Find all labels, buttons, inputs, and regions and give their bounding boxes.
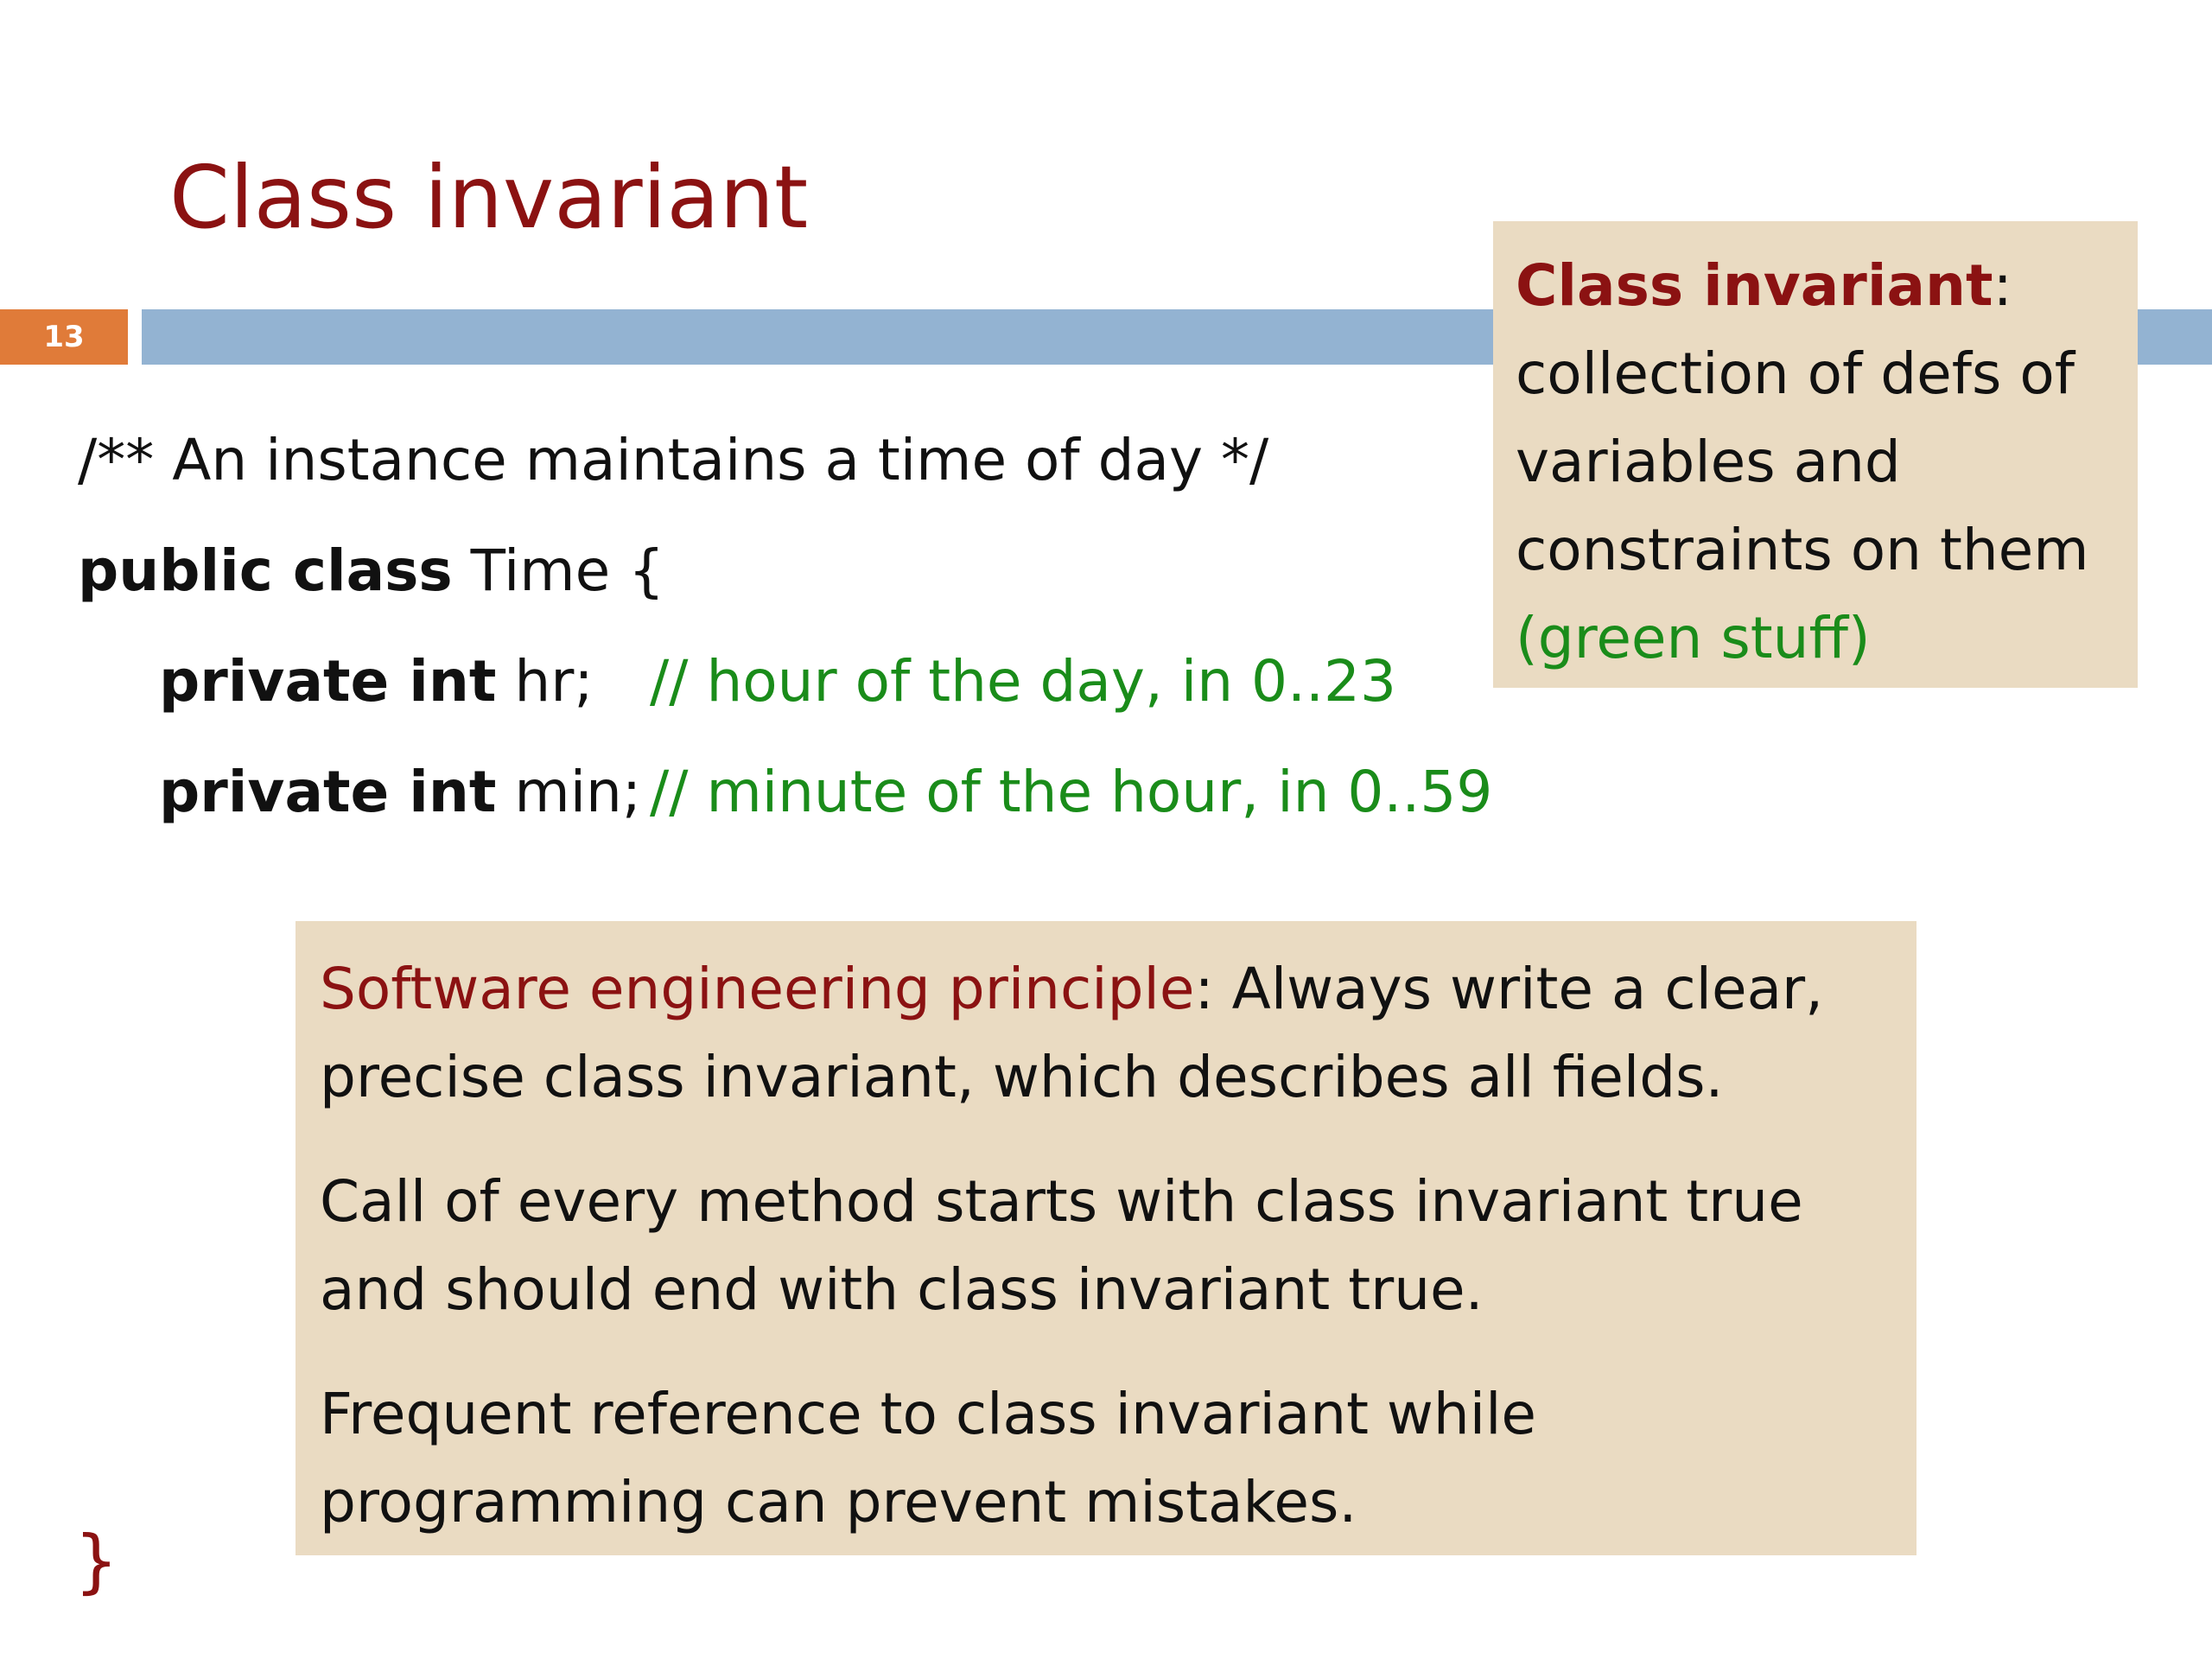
- class-invariant-note: [1493, 221, 2138, 688]
- principle-paragraph-1: [320, 945, 1892, 1122]
- note-heading-colon: :: [1993, 252, 2012, 319]
- slide-number: 13: [0, 309, 128, 365]
- code-field-min-name: min;: [496, 759, 642, 825]
- principle-paragraph-2: Call of every method starts with class invariant true and should end with class invariant true.: [320, 1168, 1803, 1323]
- code-class-keyword: public class: [78, 537, 453, 604]
- code-field-min: [159, 759, 1493, 825]
- code-class-declaration: [78, 537, 664, 604]
- note-heading-line: [1516, 242, 2115, 330]
- code-closing-brace: }: [74, 1521, 118, 1601]
- slide-title: Class invariant: [169, 147, 809, 248]
- code-field-hr-name: hr;: [496, 648, 594, 715]
- principle-label: Software engineering principle: [320, 956, 1195, 1022]
- principle-box: [296, 921, 1916, 1555]
- code-class-name: Time {: [452, 537, 665, 604]
- code-doc-comment: /** An instance maintains a time of day */: [78, 427, 1269, 493]
- code-field-hr-keyword: private int: [159, 648, 497, 715]
- code-field-hr-comment: // hour of the day, in 0..23: [650, 648, 1396, 715]
- principle-paragraph-3: Frequent reference to class invariant while programming can prevent mistakes.: [320, 1381, 1537, 1535]
- code-field-min-comment: // minute of the hour, in 0..59: [650, 759, 1493, 825]
- note-green-stuff: (green stuff): [1516, 605, 1871, 671]
- note-line-2: variables and: [1516, 429, 1901, 495]
- note-heading: Class invariant: [1516, 252, 1993, 319]
- note-line-3: constraints on them: [1516, 517, 2089, 583]
- code-field-hr: [159, 648, 1396, 715]
- code-field-min-keyword: private int: [159, 759, 497, 825]
- principle-text: : Always write a clear, precise class invariant, which describes all fields.: [320, 956, 1824, 1110]
- note-line-1: collection of defs of: [1516, 340, 2075, 407]
